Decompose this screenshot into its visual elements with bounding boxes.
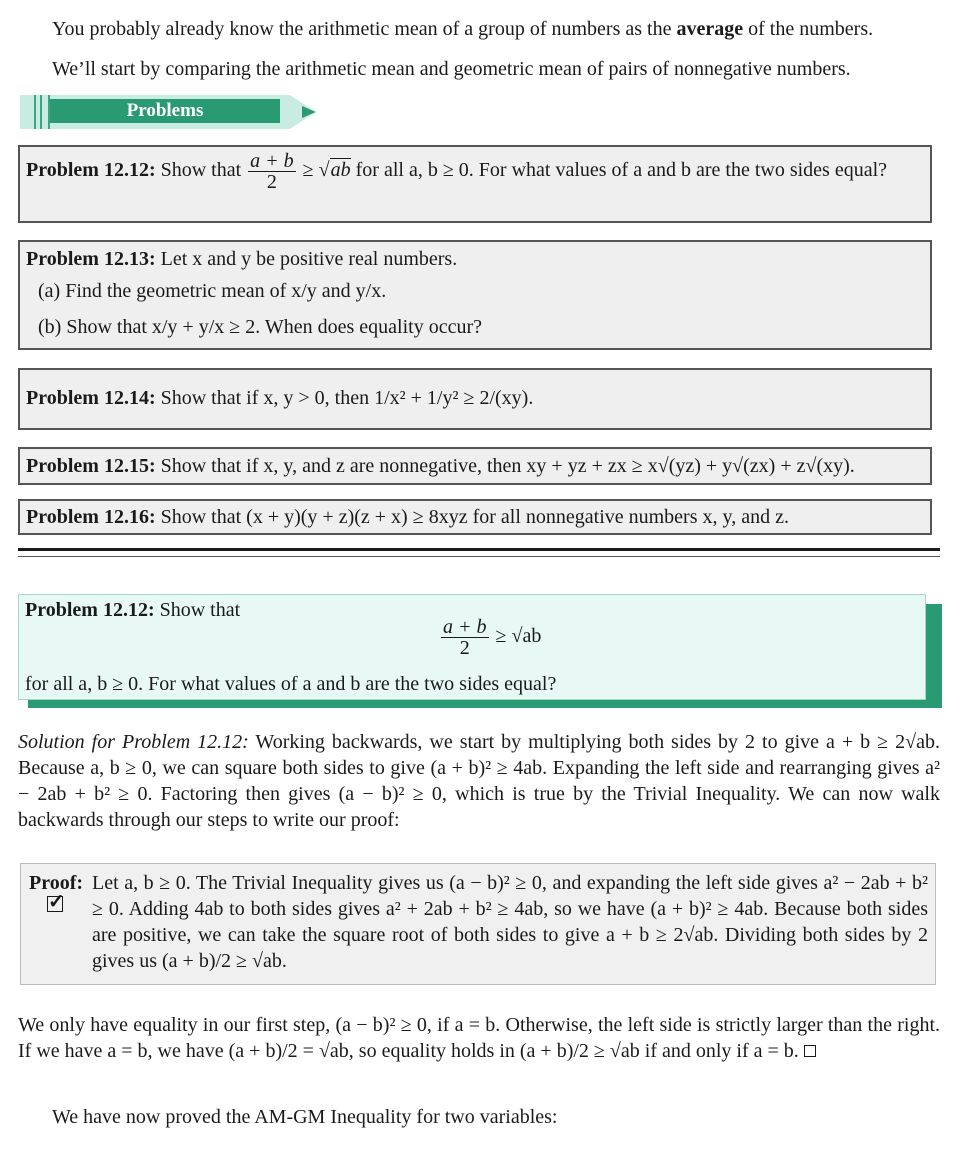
fraction — [441, 617, 489, 658]
problem-text: Show that if x, y, and z are nonnegative, then xy + yz + zx ≥ x√(yz) + y√(zx) + z√(xy). — [155, 455, 855, 477]
problem-text: Show that if x, y > 0, then 1/x² + 1/y² ≥ 2/(xy). — [155, 387, 534, 409]
solution-text: Working backwards, we start by multiplying both sides by 2 to give a + b ≥ 2√ab. Because a, b ≥ 0, we can square both sides to give (a + b)² ≥ 4ab. Expanding the left side and rearranging gives a² − 2ab + b² ≥ 0. Factoring then gives (a − b)² ≥ 0, which is true by the Trivial Inequality. We can now walk backwards through our steps to write our proof: — [18, 731, 940, 831]
pencil-eraser-lines-icon — [34, 95, 50, 129]
intro-paragraph-1 — [52, 16, 873, 42]
restated-problem-box — [18, 594, 926, 700]
problems-banner — [20, 95, 320, 129]
problem-label: Problem 12.12: — [26, 159, 156, 182]
problem-label: Problem 12.15: — [26, 455, 156, 477]
problem-label: Problem 12.14: — [26, 387, 156, 409]
display-equation — [439, 617, 541, 658]
problem-box-12-14 — [18, 368, 932, 430]
proof-box — [20, 863, 936, 985]
problem-part-a: (a) Find the geometric mean of x/y and y/x. — [38, 280, 387, 302]
problem-label: Problem 12.13: — [26, 248, 156, 270]
checkbox-icon — [47, 896, 63, 912]
problem-text: for all a, b ≥ 0. For what values of a and b are the two sides equal? — [25, 673, 557, 695]
equality-text: We only have equality in our first step, (a − b)² ≥ 0, if a = b. Otherwise, the left side is strictly larger than the right. If we have a = b, we have (a + b)/2 = √ab, so equality holds in (a + b)/2 ≥ √ab if and only if a = b. — [18, 1014, 940, 1062]
problem-label: Problem 12.16: — [26, 506, 156, 528]
problem-text: Show that (x + y)(y + z)(z + x) ≥ 8xyz for all nonnegative numbers x, y, and z. — [155, 506, 789, 528]
problem-box-12-15 — [18, 447, 932, 485]
numerator: a + b — [250, 150, 294, 172]
closing-paragraph: We have now proved the AM-GM Inequality for two variables: — [52, 1106, 558, 1128]
solution-paragraph — [18, 729, 940, 833]
problem-part-b: (b) Show that x/y + y/x ≥ 2. When does equality occur? — [38, 316, 483, 338]
sqrt-icon — [319, 158, 351, 181]
intro-paragraph-2: We’ll start by comparing the arithmetic mean and geometric mean of pairs of nonnegative numbers. — [52, 58, 851, 80]
average-term: average — [676, 18, 744, 40]
problem-text: Show that — [154, 599, 241, 621]
problem-box-12-12 — [18, 145, 932, 223]
problem-text: for all a, b ≥ 0. For what values of a and b are the two sides equal? — [350, 159, 888, 182]
radicand: ab — [330, 159, 351, 182]
proof-text: Let a, b ≥ 0. The Trivial Inequality gives us (a − b)² ≥ 0, and expanding the left side gives a² − 2ab + b² ≥ 0. Adding 4ab to both sides gives a² + 2ab + b² ≥ 4ab, so we have (a + b)² ≥ 4ab. Because both sides are positive, we can take the square root of both sides to give a + b ≥ 2√ab. Dividing both sides by 2 gives us (a + b)/2 ≥ √ab. — [92, 872, 928, 972]
intro-text: of the numbers. — [743, 18, 874, 40]
section-divider-thick — [18, 548, 940, 551]
equality-paragraph — [18, 1012, 940, 1064]
problem-text: Show that — [155, 159, 247, 182]
intro-text: You probably already know the arithmetic mean of a group of numbers as the — [52, 18, 677, 40]
numerator: a + b — [443, 616, 487, 638]
pencil-lead-icon — [302, 106, 316, 118]
operator: ≥ — [297, 159, 319, 182]
problem-text: Let x and y be positive real numbers. — [155, 248, 458, 270]
equation-rhs: ≥ √ab — [490, 625, 542, 648]
solution-label: Solution for Problem 12.12: — [18, 731, 249, 753]
qed-square-icon — [804, 1045, 816, 1057]
denominator: 2 — [266, 171, 277, 193]
problem-box-12-16 — [18, 499, 932, 535]
denominator: 2 — [459, 637, 470, 659]
problem-label: Problem 12.12: — [25, 599, 155, 621]
section-divider-thin — [18, 556, 940, 557]
proof-label: Proof: — [29, 872, 84, 894]
problem-box-12-13 — [18, 240, 932, 350]
fraction — [248, 151, 296, 192]
banner-label: Problems — [50, 99, 280, 123]
